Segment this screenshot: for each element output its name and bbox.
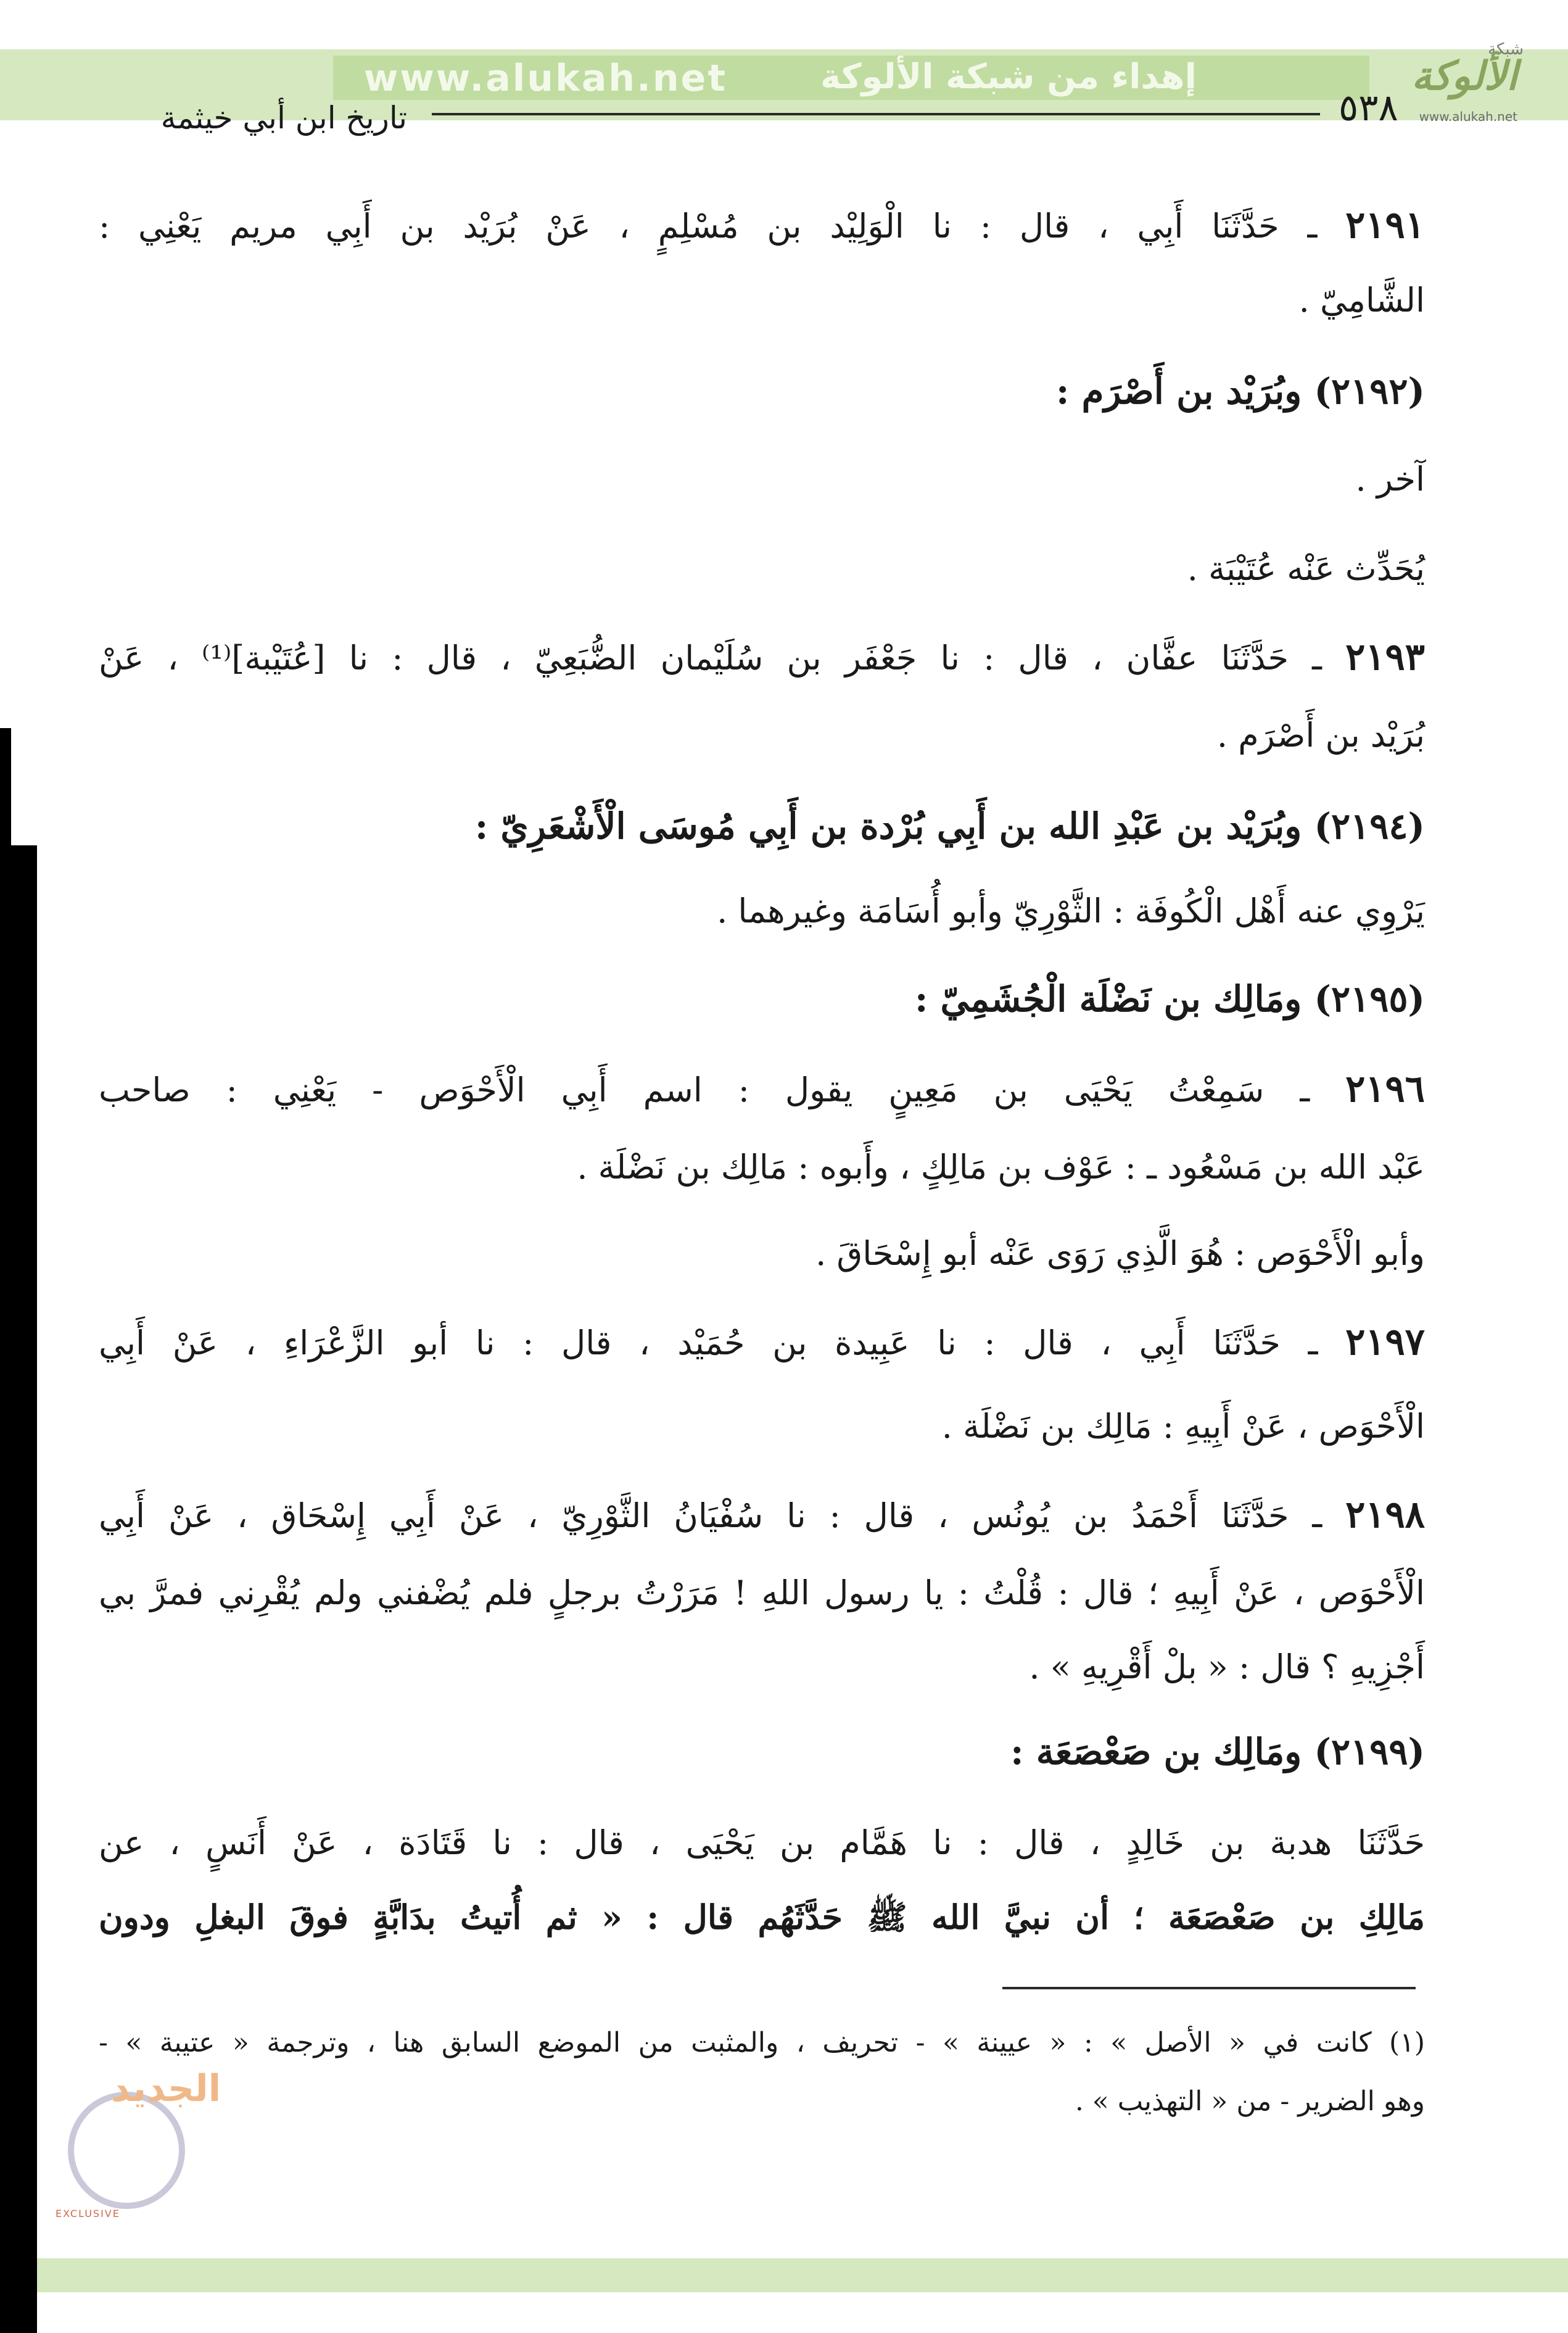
stamp-top-text: الجديد [111, 2067, 221, 2110]
stamp-bottom-text: EXCLUSIVE [56, 2208, 120, 2219]
entry-text: ـ حَدَّثَنَا أَبِي ، قال : نا عَبِيدة بن حُمَيْد ، قال : نا أبو الزَّعْرَاءِ ، عَنْ أَبِي [99, 1324, 1346, 1362]
text-line-2: الشَّامِيّ . [1298, 281, 1425, 320]
watermark-text: إهداء من شبكة الألوكة [820, 57, 1197, 97]
text-line-6 [99, 636, 1425, 679]
logo-top-text: شبكة [1488, 40, 1524, 59]
entry-heading-2199: (٢١٩٩) ومَالِك بن صَعْصَعَة : [1010, 1731, 1425, 1773]
header-rule [432, 113, 1320, 115]
entry-number: ٢١٩٧ [1345, 1320, 1425, 1364]
page-number: ٥٣٨ [1339, 86, 1398, 130]
running-title: تاريخ ابن أبي خيثمة [160, 100, 407, 136]
footnote-line-1: (١) كانت في « الأصل » : « عيينة » - تحريف ، والمثبت من الموضع السابق هنا ، وترجمة « عتيبة » - [99, 2027, 1425, 2058]
text-line-11 [99, 1067, 1425, 1111]
publisher-stamp [25, 2049, 221, 2227]
text-line-7: بُرَيْد بن أَصْرَم . [1216, 716, 1425, 755]
text-line-9: يَرْوِي عنه أَهْل الْكُوفَة : الثَّوْرِيّ وأبو أُسَامَة وغيرهما . [717, 892, 1425, 930]
text-line-1 [99, 204, 1425, 247]
entry-number: ٢١٩٦ [1345, 1067, 1425, 1111]
text-line-13: وأبو الْأَحْوَص : هُوَ الَّذِي رَوَى عَنْه أبو إِسْحَاقَ . [815, 1234, 1425, 1273]
entry-text: ـ حَدَّثَنَا أَبِي ، قال : نا الْوَلِيْد بن مُسْلِمٍ ، عَنْ بُرَيْد بن أَبِي مريم يَعْنِي : [99, 207, 1346, 246]
watermark-url: www.alukah.net [364, 57, 728, 100]
entry-number: ٢١٩١ [1345, 204, 1425, 247]
text-line-14 [99, 1320, 1425, 1364]
logo-sub-text: www.alukah.net [1419, 109, 1517, 124]
text-line-20: حَدَّثَنَا هدبة بن خَالِدٍ ، قال : نا هَمَّام بن يَحْيَى ، قال : نا قَتَادَة ، عَنْ أَنَسٍ ، عن [99, 1823, 1426, 1862]
text-line-4: آخر . [1355, 460, 1425, 499]
text-line-12: عَبْد الله بن مَسْعُود ـ : عَوْف بن مَالِكٍ ، وأَبوه : مَالِك بن نَضْلَة . [577, 1148, 1425, 1187]
text-line-17: الْأَحْوَص ، عَنْ أَبِيهِ ؛ قال : قُلْتُ : يا رسول اللهِ ! مَرَرْتُ برجلٍ فلم يُضْفني ولم يُقْرِني فمرَّ بي [99, 1573, 1425, 1612]
entry-number: ٢١٩٨ [1345, 1493, 1425, 1536]
entry-heading-2194: (٢١٩٤) وبُرَيْد بن عَبْدِ الله بن أَبِي بُرْدة بن أَبِي مُوسَى الْأَشْعَرِيّ : [474, 805, 1425, 847]
entry-heading-2195: (٢١٩٥) ومَالِك بن نَضْلَة الْجُشَمِيّ : [914, 978, 1425, 1020]
entry-number: ٢١٩٣ [1345, 636, 1425, 679]
entry-text: ـ حَدَّثَنَا أَحْمَدُ بن يُونُس ، قال : نا سُفْيَانُ الثَّوْرِيّ ، عَنْ أَبِي إِسْحَاق ، عَنْ أَبِي [99, 1496, 1346, 1535]
text-line-5: يُحَدِّث عَنْه عُتَيْبَة . [1187, 549, 1425, 588]
text-line-15: الْأَحْوَص ، عَنْ أَبِيهِ : مَالِك بن نَضْلَة . [941, 1407, 1425, 1446]
text-line-21: مَالِكِ بن صَعْصَعَة ؛ أن نبيَّ الله ﷺ حَدَّثَهُم قال : « ثم أُتيتُ بدَابَّةٍ فوقَ البغلِ ودون [99, 1897, 1425, 1937]
footnote-rule [1002, 1987, 1416, 1989]
logo-main-text: الألوكة [1411, 54, 1517, 99]
text-line-18: أَجْزِيهِ ؟ قال : « بلْ أَقْرِيهِ » . [1029, 1647, 1425, 1686]
text-line-16 [99, 1493, 1425, 1536]
binding-shadow-upper [0, 728, 11, 845]
entry-text: ـ حَدَّثَنَا عفَّان ، قال : نا جَعْفَر بن سُلَيْمان الضُّبَعِيّ ، قال : نا [عُتَيْبة]⁽¹⁾ ، عَنْ [99, 639, 1346, 678]
footnote-line-2: وهو الضرير - من « التهذيب » . [1075, 2086, 1425, 2117]
entry-text: ـ سَمِعْتُ يَحْيَى بن مَعِينٍ يقول : اسم أَبِي الْأَحْوَص - يَعْنِي : صاحب [99, 1071, 1346, 1109]
entry-heading-2192: (٢١٩٢) وبُرَيْد بن أَصْرَم : [1056, 370, 1425, 412]
bottom-band [0, 2258, 1568, 2292]
